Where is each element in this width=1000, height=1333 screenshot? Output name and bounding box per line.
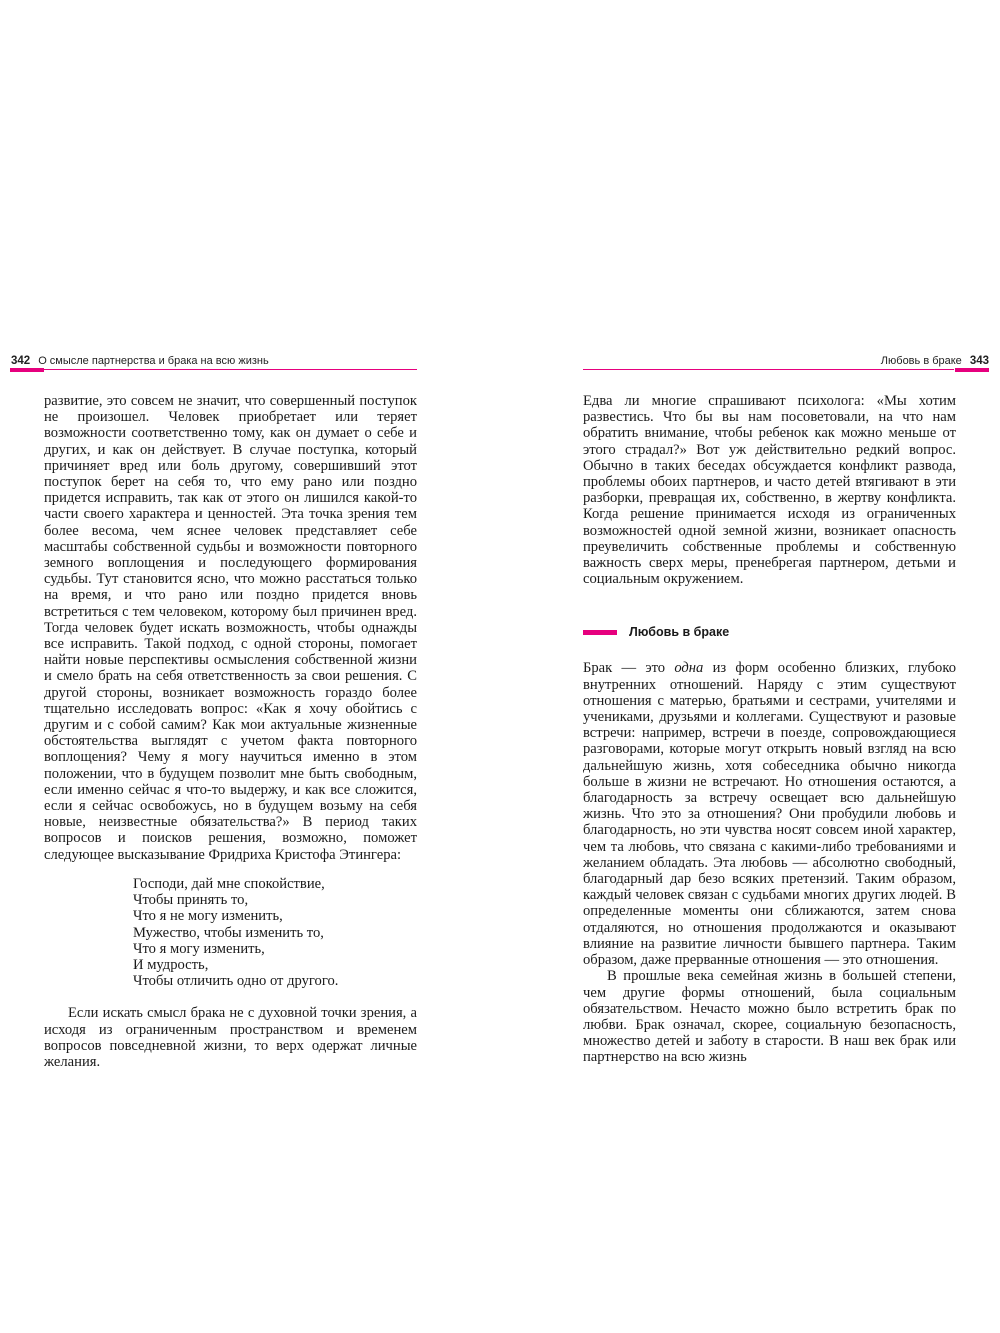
section-heading: Любовь в браке bbox=[629, 625, 730, 640]
section-heading-marker bbox=[583, 630, 617, 635]
right-header-rule bbox=[583, 369, 954, 370]
right-page-number: 343 bbox=[969, 355, 989, 367]
left-running-head bbox=[11, 353, 417, 369]
paragraph-text: из форм особенно близких, глубоко внутренних отношений. Наряду с этим существуют отношения с матерью, братьями и сестрами, учителями и учениками, друзьями и коллегами. Существуют и разовые встречи: например, встречи в поезде, сопровождающиеся разговорами, которые могут открыть новый взгляд на всю дальнейшую жизнь, хотя собеседника обычно никогда больше в жизни не встречают. Но отношения остаются, а благодарность за встречу освещает всю дальнейшую жизнь. Что это за отношения? Они пробудили любовь и благодарность, но эти чувства носят совсем иной характер, чем та любовь, что связана с какими-либо требованиями и желанием обладать. Эта любовь — абсолютно свободный, благодарный дар безо всяких претензий. Таким образом, каждый человек связан с судьбами многих других людей. В определенные моменты они сближаются, затем снова отдаляются, но отношения продолжаются и оказывают влияние на развитие личности бывшего партнера. Таким образом, даже прерванные отношения — это отношения. bbox=[583, 660, 956, 969]
right-running-head bbox=[583, 353, 989, 369]
poem-line: Чтобы отличить одно от другого. bbox=[133, 973, 339, 990]
section-body-paragraph bbox=[583, 660, 956, 968]
left-page-number: 342 bbox=[11, 355, 31, 367]
poem-line: Чтобы принять то, bbox=[133, 892, 249, 909]
emphasized-word: одна bbox=[674, 660, 704, 677]
left-text-column bbox=[44, 393, 417, 1070]
left-running-title: О смысле партнерства и брака на всю жизнь bbox=[38, 355, 269, 367]
poem-line: Что я могу изменить, bbox=[133, 940, 265, 957]
left-header-accent-tab bbox=[10, 368, 44, 372]
right-text-column bbox=[583, 393, 956, 1066]
right-header-accent-tab bbox=[955, 368, 989, 372]
right-final-paragraph: В прошлые века семейная жизнь в большей степени, чем другие формы отношений, была социальным обязательством. Нечасто можно было встретить брак по любви. Брак означал, скорее, социальную безопасность, множество детей и заботу в старости. В наш век брак или партнерство на всю жизнь bbox=[583, 968, 956, 1066]
left-closing-paragraph: Если искать смысл брака не с духовной точки зрения, а исходя из ограниченным пространством и временем вопросов повседневной жизни, то верх одержат личные желания. bbox=[44, 1005, 417, 1070]
poem-line: И мудрость, bbox=[133, 956, 209, 973]
right-running-title: Любовь в браке bbox=[880, 355, 962, 367]
poem-line: Мужество, чтобы изменить то, bbox=[133, 924, 324, 941]
paragraph-text: Брак — это bbox=[583, 660, 675, 677]
left-header-rule bbox=[44, 369, 417, 370]
poem-line: Что я не могу изменить, bbox=[133, 908, 283, 925]
poem-line: Господи, дай мне спокойствие, bbox=[133, 875, 325, 892]
quoted-poem bbox=[133, 876, 417, 989]
right-page bbox=[500, 0, 1000, 1333]
section-heading-block bbox=[583, 623, 956, 641]
left-body-paragraph: развитие, это совсем не значит, что совершенный поступок не произошел. Человек приобретает или теряет возможности соответственно тому, как он думает о себе и других, и как он действует. В случае поступка, который причиняет вред или боль другому, совершивший этот поступок берет на себя то, что ему рано или поздно придется исправить, так как от этого он лишился какой-то части своего характера и ценностей. Эта точка зрения тем более весома, чем яснее человек представляет себе масштабы собственной судьбы и возможности повторного земного воплощения и последующего формирования судьбы. Тут становится ясно, что можно расстаться только на время, и что рано или поздно придется вновь встретиться с тем человеком, которому был причинен вред. Тогда человек будет искать возможность, чтобы однажды все исправить. Такой подход, с одной стороны, помогает найти новые перспективы осмысления собственной жизни и смело брать на себя ответственность за свои решения. С другой стороны, возникает возможность гораздо более тщательно исследовать вопрос: «Как я хочу обойтись с другим и с собой самим? Как мои актуальные жизненные обстоятельства выглядят с учетом факта повторного воплощения? Чему я могу научиться именно в этом положении, что в будущем позволит мне быть свободным, если именно сейчас я что-то выдержу, и как все сложится, если я сейчас освобожусь, но в будущем возьму на себя новые, неизвестные обязательства?» В период таких вопросов и поисков решения, возможно, поможет следующее высказывание Фридриха Кристофа Этингера: bbox=[44, 393, 417, 863]
right-opening-paragraph: Едва ли многие спрашивают психолога: «Мы хотим развестись. Что бы вы нам посоветовали, на что нам обратить внимание, чтобы ребенок как можно меньше от этого страдал?» Вот уж действительно редкий вопрос. Обычно в таких беседах обсуждается конфликт развода, проблемы обоих партнеров, и часто детей втягивают в эти разборки, превращая их, собственно, в жертву конфликта. Когда решение принимается исходя из ограниченных возможностей одной земной жизни, возникает опасность преувеличить собственные проблемы и собственную важность сверх меры, пренебрегая партнером, детьми и социальным окружением. bbox=[583, 393, 956, 588]
